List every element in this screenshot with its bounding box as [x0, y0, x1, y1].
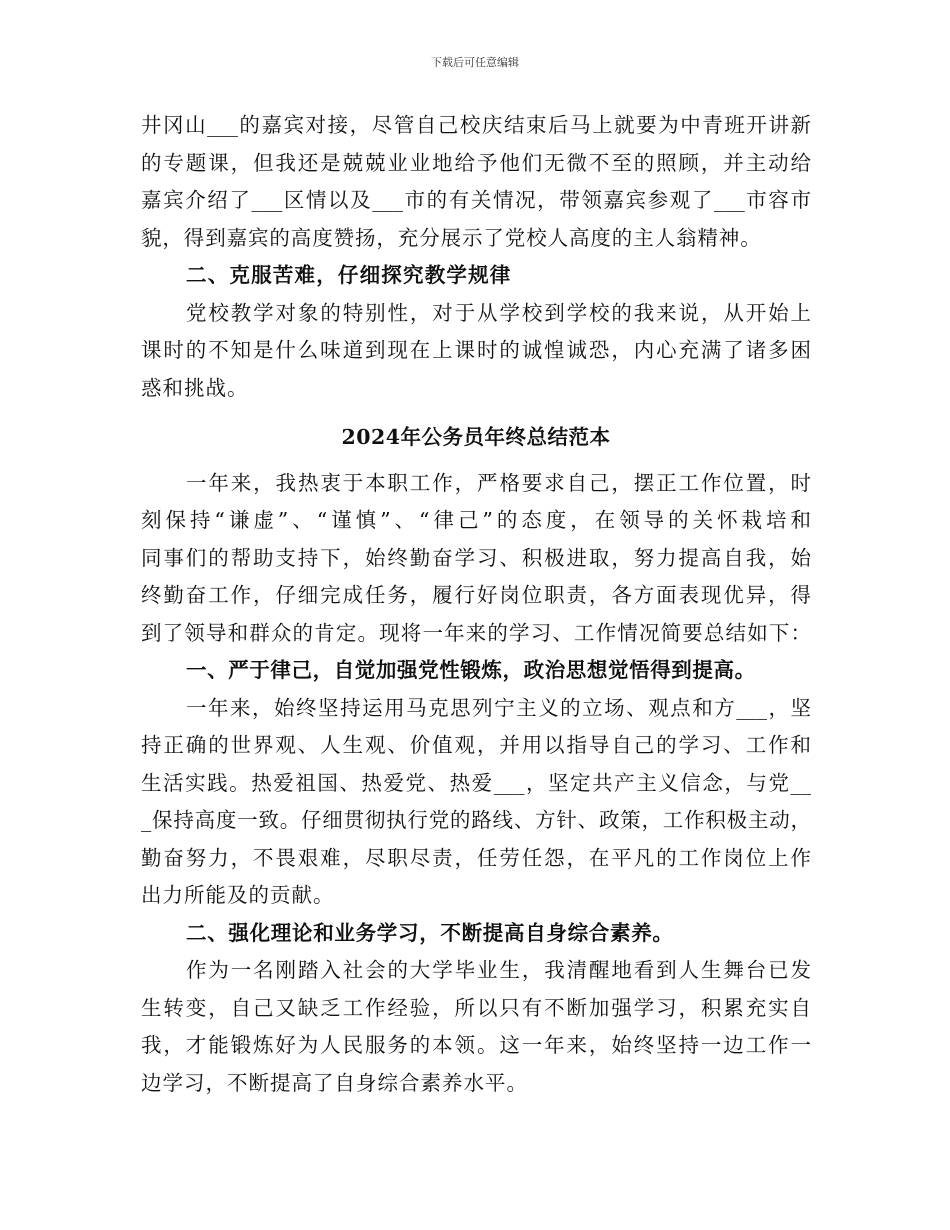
- paragraph-line: 貌，得到嘉宾的高度赞扬，充分展示了党校人高度的主人翁精神。: [141, 225, 762, 250]
- document-body: [141, 107, 811, 1102]
- paragraph-line: 我，才能锻炼好为人民服务的本领。这一年来，始终坚持一边工作一: [141, 1033, 811, 1057]
- paragraph-line: 一年来，始终坚持运用马克思列宁主义的立场、观点和方___，坚: [186, 695, 811, 720]
- paragraph-line: 终勤奋工作，仔细完成任务，履行好岗位职责，各方面表现优异，得: [141, 583, 811, 607]
- paragraph-line: _保持高度一致。仔细贯彻执行党的路线、方针、政策，工作积极主动，: [141, 808, 811, 832]
- paragraph-line: 党校教学对象的特别性，对于从学校到学校的我来说，从开始上: [186, 300, 811, 325]
- section-heading: 一、严于律己，自觉加强党性锻炼，政治思想觉悟得到提高。: [186, 658, 756, 682]
- section-heading: 二、强化理论和业务学习，不断提高自身综合素养。: [186, 920, 674, 945]
- section-heading: 二、克服苦难，仔细探究教学规律: [186, 263, 512, 287]
- paragraph-line: 井冈山___的嘉宾对接，尽管自己校庆结束后马上就要为中青班开讲新: [141, 113, 811, 137]
- paragraph-line: 勤奋努力，不畏艰难，尽职尽责，任劳任怨，在平凡的工作岗位上作: [141, 845, 811, 870]
- paragraph-line: 持正确的世界观、人生观、价值观，并用以指导自己的学习、工作和: [141, 733, 811, 757]
- paragraph-line: 同事们的帮助支持下，始终勤奋学习、积极进取，努力提高自我，始: [141, 545, 811, 570]
- header-note: 下载后可任意编辑: [431, 56, 519, 69]
- document-title: 2024年公务员年终总结范本: [341, 425, 611, 449]
- paragraph-line: 刻保持“谦虚”、“谨慎”、“律己”的态度，在领导的关怀栽培和: [141, 508, 811, 532]
- paragraph-line: 到了领导和群众的肯定。现将一年来的学习、工作情况简要总结如下：: [141, 620, 811, 645]
- paragraph-line: 惑和挑战。: [141, 375, 249, 400]
- paragraph-line: 嘉宾介绍了___区情以及___市的有关情况，带领嘉宾参观了___市容市: [141, 188, 811, 212]
- paragraph-line: 生转变，自己又缺乏工作经验，所以只有不断加强学习，积累充实自: [141, 995, 811, 1020]
- paragraph-line: 的专题课，但我还是兢兢业业地给予他们无微不至的照顾，并主动给: [141, 150, 811, 175]
- paragraph-line: 课时的不知是什么味道到现在上课时的诚惶诚恐，内心充满了诸多困: [141, 338, 811, 362]
- paragraph-line: 边学习，不断提高了自身综合素养水平。: [141, 1070, 528, 1095]
- paragraph-line: 出力所能及的贡献。: [141, 883, 335, 907]
- paragraph-line: 生活实践。热爱祖国、热爱党、热爱___，坚定共产主义信念，与党__: [141, 770, 811, 795]
- paragraph-line: 作为一名刚踏入社会的大学毕业生，我清醒地看到人生舞台已发: [186, 958, 811, 982]
- paragraph-line: 一年来，我热衷于本职工作，严格要求自己，摆正工作位置，时: [186, 470, 811, 495]
